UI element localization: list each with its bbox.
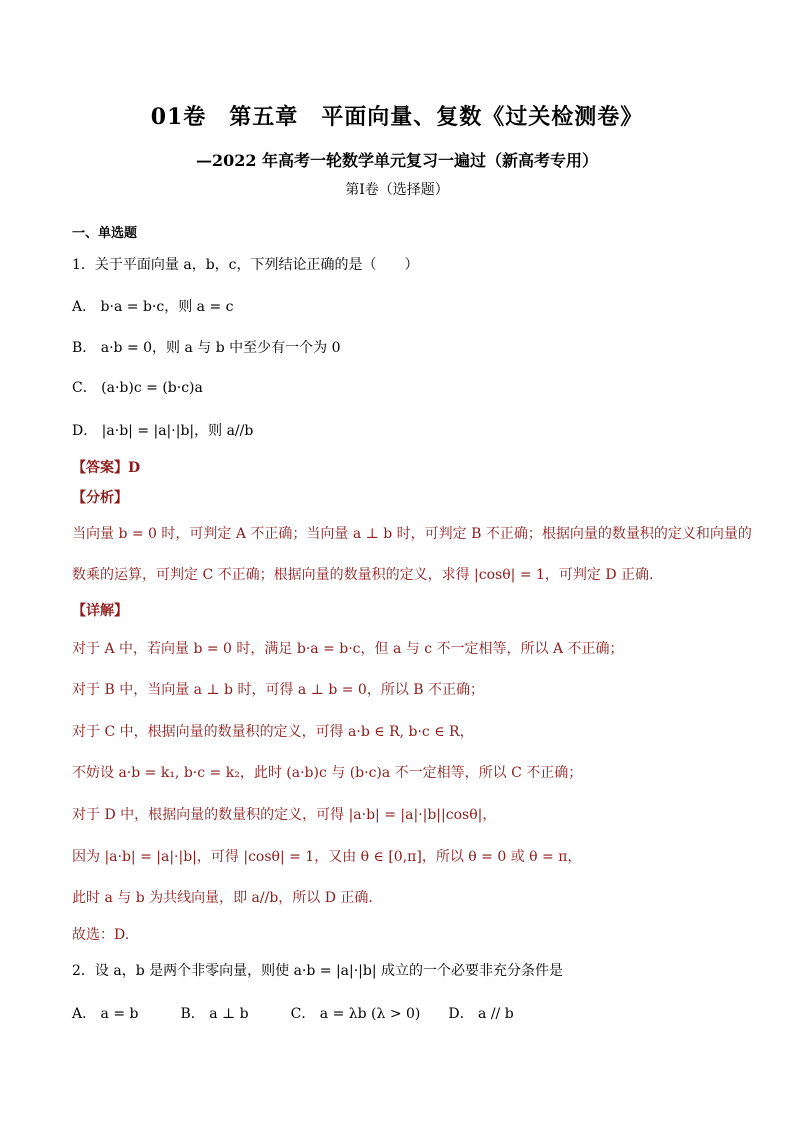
q1-detail-line-6: 因为 |a·b| = |a|·|b|，可得 |cosθ| = 1，又由 θ ∈ [0,π]，所以 θ = 0 或 θ = π，: [72, 849, 582, 865]
q1-detail-line-4: 不妨设 a·b = k₁, b·c = k₂，此时 (a·b)c 与 (b·c)a 不一定相等，所以 C 不正确；: [72, 765, 583, 781]
q1-detail-line-5: 对于 D 中，根据向量的数量积的定义，可得 |a·b| = |a|·|b||cosθ|，: [72, 807, 497, 823]
page-title: 01卷 第五章 平面向量、复数《过关检测卷》: [150, 104, 644, 130]
q2-options: A． a = b B． a ⊥ b C． a = λb (λ > 0) D． a // b: [72, 1006, 514, 1022]
q1-analysis-label: 【分析】: [72, 490, 128, 506]
q1-conclusion: 故选：D.: [72, 927, 130, 943]
q1-option-b: B． a·b = 0，则 a 与 b 中至少有一个为 0: [72, 340, 341, 356]
q1-option-c: C． (a·b)c = (b·c)a: [72, 380, 203, 396]
q1-answer: 【答案】D: [72, 460, 141, 476]
q1-option-a: A． b·a = b·c，则 a = c: [72, 299, 234, 315]
q1-analysis-line-2: 数乘的运算，可判定 C 不正确；根据向量的数量积的定义，求得 |cosθ| = 1，可判定 D 正确.: [72, 567, 654, 583]
q1-analysis-line-1: 当向量 b = 0 时，可判定 A 不正确；当向量 a ⊥ b 时，可判定 B 不正确；根据向量的数量积的定义和向量的: [72, 526, 752, 542]
q1-detail-label: 【详解】: [72, 603, 128, 619]
question-1-stem: 1．关于平面向量 a，b，c，下列结论正确的是（ ）: [72, 257, 419, 273]
q1-detail-line-3: 对于 C 中，根据向量的数量积的定义，可得 a·b ∈ R, b·c ∈ R，: [72, 724, 474, 740]
section-heading: 一、单选题: [72, 226, 138, 241]
q1-detail-line-7: 此时 a 与 b 为共线向量，即 a//b，所以 D 正确.: [72, 890, 373, 906]
q1-detail-line-1: 对于 A 中，若向量 b = 0 时，满足 b·a = b·c，但 a 与 c 不一定相等，所以 A 不正确；: [72, 641, 624, 657]
q1-option-d: D． |a·b| = |a|·|b|，则 a//b: [72, 423, 254, 439]
volume-label: 第Ⅰ卷（选择题）: [345, 182, 449, 198]
q1-detail-line-2: 对于 B 中，当向量 a ⊥ b 时，可得 a ⊥ b = 0，所以 B 不正确；: [72, 682, 485, 698]
question-2-stem: 2．设 a，b 是两个非零向量，则使 a·b = |a|·|b| 成立的一个必要非充分条件是: [72, 963, 564, 979]
page-subtitle: —2022 年高考一轮数学单元复习一遍过（新高考专用）: [195, 151, 599, 170]
